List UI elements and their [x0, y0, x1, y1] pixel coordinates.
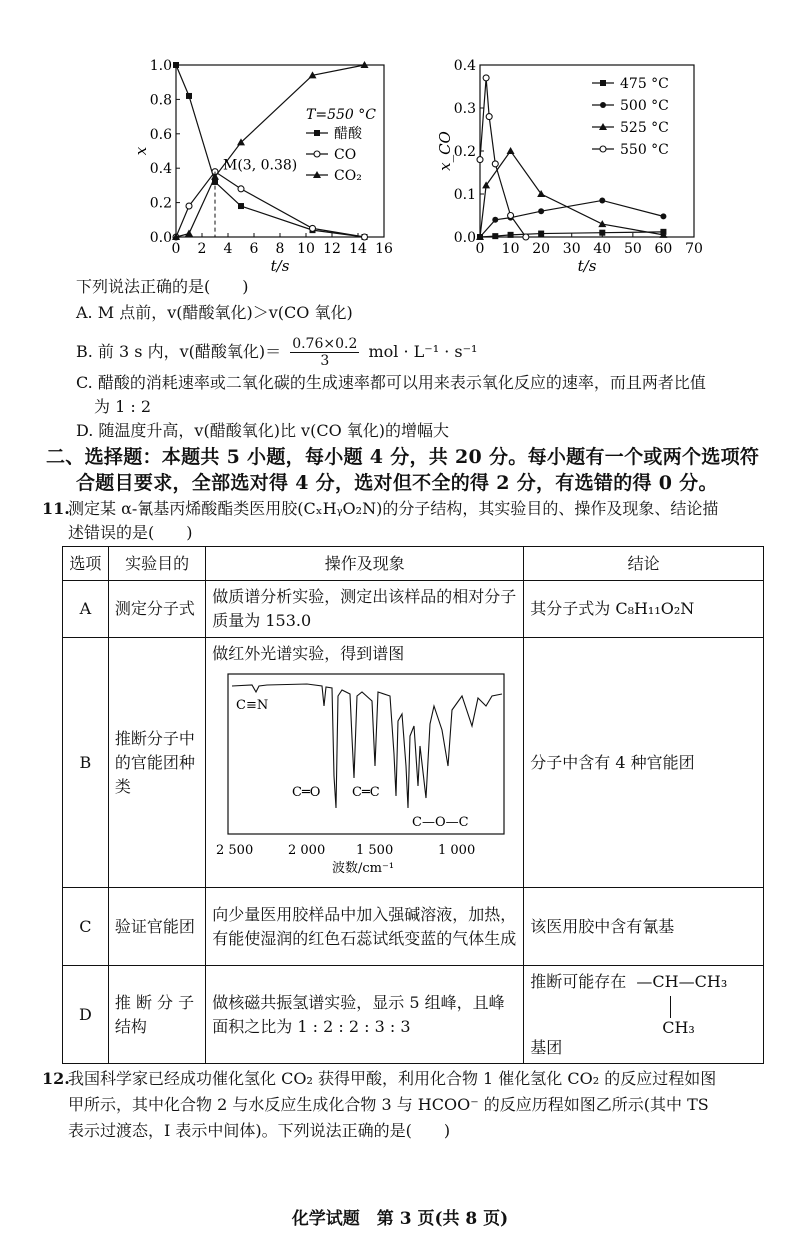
header-operation: 操作及现象	[206, 547, 524, 581]
data-point	[173, 62, 179, 68]
table-row	[63, 966, 764, 1064]
data-point	[477, 157, 483, 163]
legend-label: 550 °C	[620, 142, 669, 158]
legend-label: 500 °C	[620, 98, 669, 114]
row-d-conclusion-text: 推断可能存在	[530, 972, 627, 991]
q10-option-b	[76, 336, 477, 369]
x-tick-label: 12	[323, 241, 341, 257]
ir-label-coc: C—O—C	[412, 815, 469, 830]
data-point	[660, 213, 666, 219]
row-d-option: D	[63, 966, 109, 1064]
x-tick-label: 10	[501, 241, 520, 257]
row-c-operation: 向少量医用胶样品中加入强碱溶液，加热，有能使湿润的红色石蕊试纸变蓝的气体生成	[206, 888, 524, 966]
y-axis-label: x_CO	[436, 131, 454, 171]
ir-tick-2500: 2 500	[216, 843, 254, 858]
data-point	[492, 217, 498, 223]
y-tick-label: 0.6	[149, 126, 172, 143]
x-tick-label: 16	[375, 241, 393, 257]
data-point	[507, 147, 515, 154]
x-tick-label: 4	[223, 241, 233, 257]
fraction-numerator: 0.76×0.2	[292, 336, 358, 352]
x-tick-label: 10	[297, 241, 315, 257]
y-tick-label: 1.0	[149, 58, 172, 74]
row-d-group: —CH—CH₃	[636, 972, 728, 991]
x-axis-label: t/s	[270, 257, 290, 275]
y-tick-label: 0.2	[453, 144, 476, 160]
y-tick-label: 0.1	[453, 187, 476, 203]
row-d-operation: 做核磁共振氢谱实验，显示 5 组峰，且峰面积之比为 1 : 2 : 2 : 3 : 3	[206, 966, 524, 1064]
x-tick-label: 6	[249, 241, 259, 257]
series-line	[480, 151, 663, 237]
y-tick-label: 0.4	[453, 58, 476, 74]
ir-tick-1000: 1 000	[438, 843, 476, 858]
row-c-option: C	[63, 888, 109, 966]
series-line	[480, 78, 526, 237]
chart-co-temperature	[430, 55, 710, 275]
q12-line1: 我国科学家已经成功催化氢化 CO₂ 获得甲酸，利用化合物 1 催化氢化 CO₂ 的反应过程如图	[68, 1069, 717, 1088]
data-point	[508, 213, 514, 219]
row-a-option: A	[63, 581, 109, 638]
q10-option-b-unit: mol · L⁻¹ · s⁻¹	[368, 342, 478, 361]
data-point	[186, 203, 192, 209]
x-tick-label: 40	[593, 241, 612, 257]
y-tick-label: 0.3	[453, 101, 476, 117]
row-d-conclusion-end: 基团	[530, 1038, 563, 1057]
y-tick-label: 0.2	[149, 195, 172, 212]
page-footer: 化学试题 第 3 页(共 8 页)	[291, 1209, 509, 1229]
legend-label: CO	[334, 147, 357, 163]
data-point	[238, 186, 244, 192]
x-tick-label: 50	[623, 241, 642, 257]
legend-label: 525 °C	[620, 120, 669, 136]
row-a-conclusion: 其分子式为 C₈H₁₁O₂N	[524, 581, 764, 638]
row-d-substituent: CH₃	[662, 1018, 695, 1037]
q12-number: 12.	[42, 1069, 70, 1088]
legend-marker	[600, 102, 606, 108]
y-tick-label: 0.8	[149, 92, 172, 109]
q10-option-a: A. M 点前，v(醋酸氧化)＞v(CO 氧化)	[76, 303, 353, 322]
row-b-purpose: 推断分子中的官能团种类	[108, 638, 205, 888]
x-tick-label: 20	[532, 241, 551, 257]
fraction-denominator: 3	[320, 353, 330, 369]
q12-line3: 表示过渡态，I 表示中间体)。下列说法正确的是( )	[68, 1121, 451, 1140]
x-tick-label: 30	[562, 241, 581, 257]
q12-line2: 甲所示，其中化合物 2 与水反应生成化合物 3 与 HCOO⁻ 的反应历程如图乙所示(其中 TS	[68, 1095, 709, 1114]
data-point	[598, 220, 606, 227]
point-m-label: M(3, 0.38)	[223, 157, 298, 174]
y-tick-label: 0.4	[149, 161, 172, 178]
header-conclusion: 结论	[524, 547, 764, 581]
data-point	[538, 231, 544, 237]
ir-label-cc: C═C	[352, 785, 381, 800]
section2-heading-line2: 合题目要求，全部选对得 4 分，选对但不全的得 2 分，有选错的得 0 分。	[76, 472, 718, 494]
ir-label-co: C═O	[292, 785, 321, 800]
table-row	[63, 581, 764, 638]
header-purpose: 实验目的	[108, 547, 205, 581]
legend-label: 醋酸	[334, 126, 362, 142]
data-point	[238, 203, 244, 209]
ir-tick-2000: 2 000	[288, 843, 326, 858]
row-c-purpose: 验证官能团	[108, 888, 205, 966]
row-d-purpose: 推 断 分 子结构	[108, 966, 205, 1064]
row-b-conclusion: 分子中含有 4 种官能团	[524, 638, 764, 888]
data-point	[310, 225, 316, 231]
data-point	[599, 230, 605, 236]
q10-option-d: D. 随温度升高，v(醋酸氧化)比 v(CO 氧化)的增幅大	[76, 421, 450, 440]
legend-label: 475 °C	[620, 76, 669, 92]
row-a-operation: 做质谱分析实验，测定出该样品的相对分子质量为 153.0	[206, 581, 524, 638]
table-row	[63, 888, 764, 966]
legend-label: CO₂	[334, 168, 362, 184]
x-tick-label: 2	[197, 241, 207, 257]
x-tick-label: 70	[685, 241, 703, 257]
row-d-conclusion	[524, 966, 764, 1064]
table-header-row	[63, 547, 764, 581]
y-tick-label: 0.0	[149, 230, 172, 246]
q10-option-c-line1: C. 醋酸的消耗速率或二氧化碳的生成速率都可以用来表示氧化反应的速率，而且两者比值	[76, 373, 706, 392]
y-axis-label: x	[132, 146, 150, 156]
header-option: 选项	[63, 547, 109, 581]
legend-marker	[600, 146, 606, 152]
q11-line2: 述错误的是( )	[68, 523, 193, 542]
data-point	[599, 197, 605, 203]
row-b-option: B	[63, 638, 109, 888]
data-point	[186, 93, 192, 99]
data-point	[492, 233, 498, 239]
q10-stem: 下列说法正确的是( )	[76, 277, 249, 296]
x-axis-label: t/s	[577, 257, 597, 275]
data-point	[538, 208, 544, 214]
x-tick-label: 60	[654, 241, 673, 257]
legend-marker	[600, 80, 606, 86]
x-tick-label: 0	[475, 241, 485, 257]
x-tick-label: 8	[275, 241, 285, 257]
data-point	[508, 232, 514, 238]
x-tick-label: 14	[349, 241, 367, 257]
data-point	[523, 234, 529, 240]
q11-line1: 测定某 α-氰基丙烯酸酯类医用胶(CₓHᵧO₂N)的分子结构，其实验目的、操作及现象、结论描	[68, 499, 719, 518]
row-b-operation-text: 做红外光谱实验，得到谱图	[212, 644, 405, 663]
q11-table	[62, 546, 764, 1064]
data-point	[483, 75, 489, 81]
ir-tick-1500: 1 500	[356, 843, 394, 858]
data-point	[486, 114, 492, 120]
ir-spectrum	[212, 666, 512, 876]
data-point	[492, 161, 498, 167]
row-b-operation	[206, 638, 524, 888]
x-tick-label: 0	[171, 241, 181, 257]
bond-line	[670, 996, 671, 1018]
temperature-annotation: T=550 °C	[306, 107, 376, 123]
ir-xlabel: 波数/cm⁻¹	[332, 861, 395, 876]
data-point	[362, 234, 368, 240]
data-point	[185, 230, 193, 237]
table-row	[63, 638, 764, 888]
chart-acetic-acid-oxidation	[132, 55, 410, 275]
ir-label-cn: C≡N	[236, 698, 269, 713]
q11-number: 11.	[42, 499, 70, 518]
q10-option-c-line2: 为 1 : 2	[94, 397, 152, 416]
q10-fraction	[290, 336, 359, 369]
y-tick-label: 0.0	[453, 230, 476, 246]
row-c-conclusion: 该医用胶中含有氰基	[524, 888, 764, 966]
legend-marker	[314, 130, 320, 136]
legend-marker	[314, 151, 320, 157]
row-a-purpose: 测定分子式	[108, 581, 205, 638]
q10-option-b-text: B. 前 3 s 内，v(醋酸氧化)＝	[76, 342, 282, 361]
section2-heading-line1: 二、选择题：本题共 5 小题，每小题 4 分，共 20 分。每小题有一个或两个选项符	[46, 446, 760, 468]
